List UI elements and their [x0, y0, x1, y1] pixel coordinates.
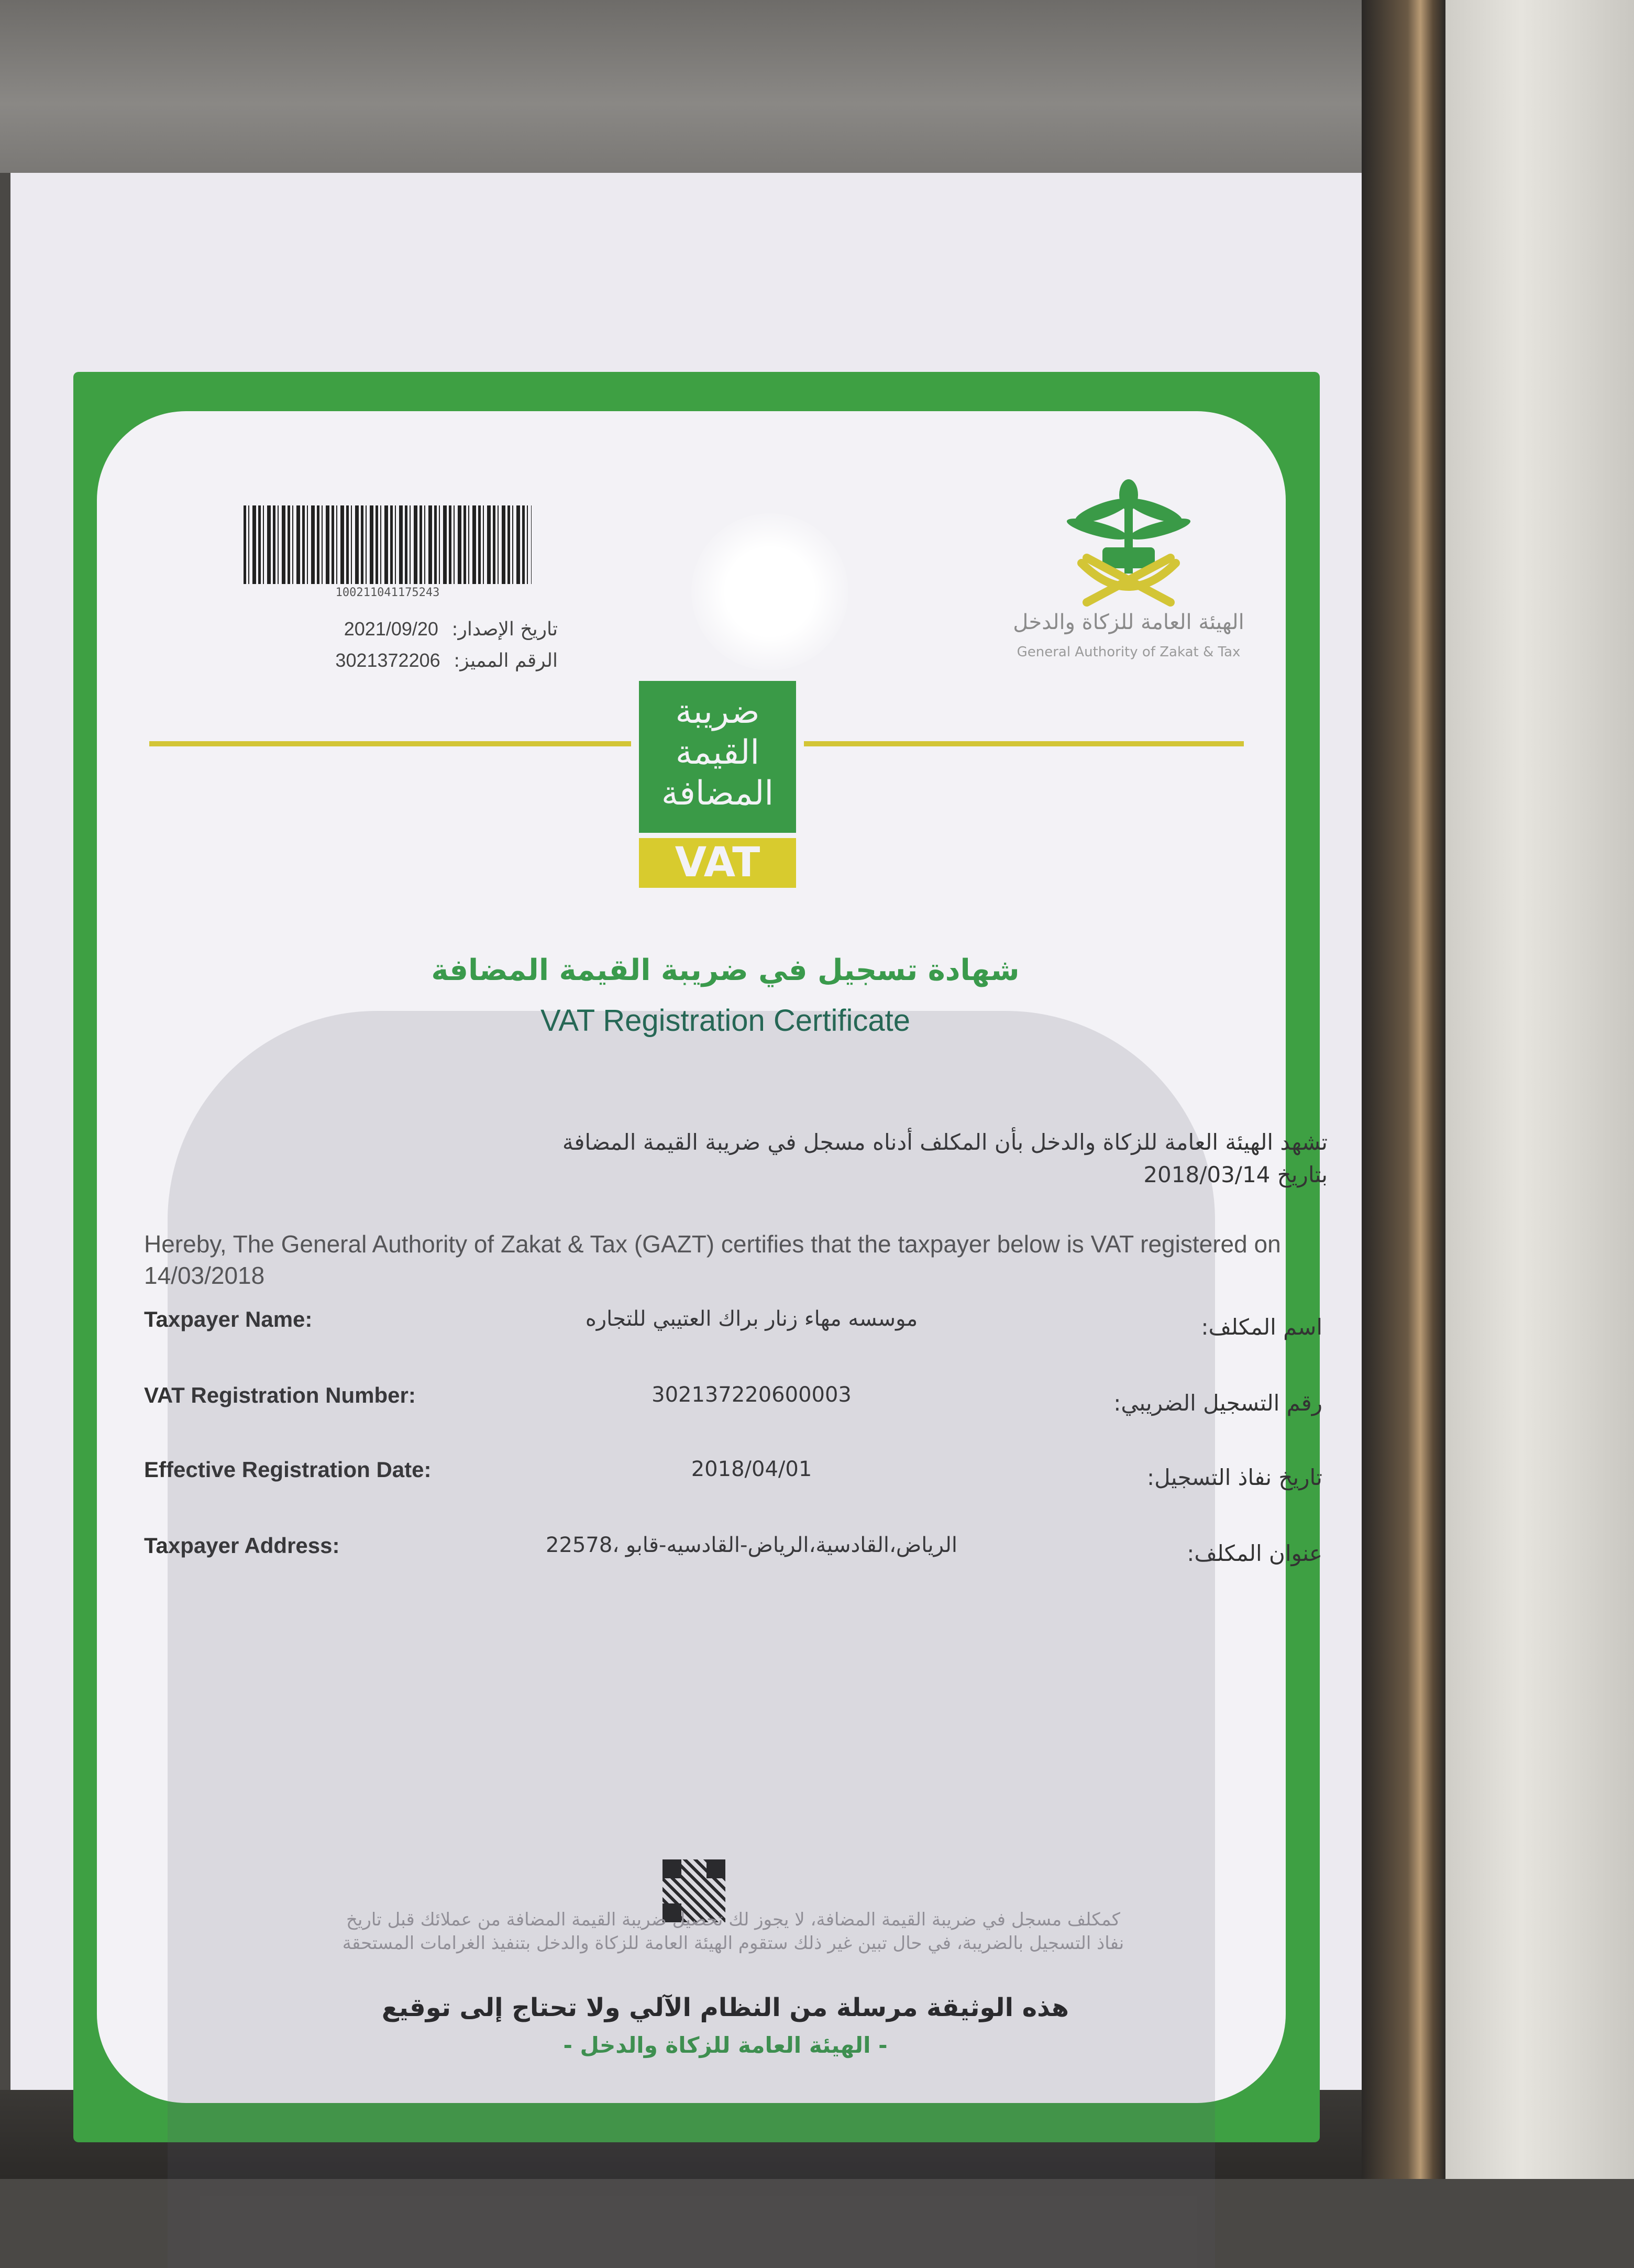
barcode	[244, 505, 532, 584]
certificate-body	[97, 411, 1328, 2103]
phone-screen	[10, 173, 1383, 2090]
unique-number-value: 3021372206	[335, 649, 440, 671]
vat-badge-arabic	[639, 681, 796, 833]
authority-name-ar: الهيئة العامة للزكاة والدخل	[1013, 610, 1244, 634]
vat-badge-line3: المضافة	[661, 774, 774, 813]
authority-name-en: General Authority of Zakat & Tax	[1017, 644, 1241, 660]
intro-text-en: Hereby, The General Authority of Zakat & Tax (GAZT) certifies that the taxpayer below is VAT registered on 14/03/2018	[144, 1230, 1281, 1289]
vat-badge-line1: ضريبة	[675, 692, 760, 731]
barcode-number: 100211041175243	[335, 586, 440, 599]
issue-date-value: 2021/09/20	[344, 618, 438, 640]
intro-text-ar	[238, 1126, 1328, 1191]
intro-ar-line2: بتاريخ 2018/03/14	[1143, 1162, 1328, 1187]
marble-surface	[1445, 0, 1634, 2179]
authority-logo	[930, 479, 1328, 668]
taxpayer-address-label-ar: عنوان المكلف:	[1187, 1540, 1322, 1566]
effective-date-label-ar: تاريخ نفاذ التسجيل:	[1146, 1465, 1322, 1490]
vat-number-label-ar: رقم التسجيل الضريبي:	[1113, 1390, 1322, 1416]
gold-divider-right	[804, 741, 1244, 746]
vat-badge-text: VAT	[639, 838, 796, 888]
taxpayer-address-value: الرياض،القادسية،الرياض-القادسيه-قابو ،22578	[546, 1533, 957, 1557]
vat-badge	[639, 681, 796, 888]
issue-date-label: تاريخ الإصدار:	[451, 619, 558, 640]
taxpayer-name-label-en: Taxpayer Name:	[144, 1307, 313, 1331]
issue-date-row	[264, 618, 558, 640]
certificate-title-ar: شهادة تسجيل في ضريبة القيمة المضافة	[431, 953, 1020, 987]
automated-document-statement: هذه الوثيقة مرسلة من النظام الآلي ولا تحتاج إلى توقيع	[381, 1993, 1069, 2022]
unique-number-row	[264, 649, 558, 671]
effective-date-value: 2018/04/01	[691, 1457, 812, 1481]
taxpayer-name-label-ar: اسم المكلف:	[1201, 1314, 1322, 1340]
effective-date-row	[144, 1457, 1322, 1494]
effective-date-label-en: Effective Registration Date:	[144, 1457, 432, 1482]
vat-number-row	[144, 1383, 1322, 1419]
taxpayer-name-row	[144, 1307, 1322, 1344]
vat-certificate	[73, 372, 1328, 2142]
unique-number-label: الرقم المميز:	[454, 650, 558, 671]
taxpayer-name-value: موسسه مهاء زنار براك العتيبي للتجاره	[585, 1307, 918, 1331]
vat-number-value: 302137220600003	[652, 1383, 852, 1407]
phone-frame-edge	[1362, 0, 1445, 2179]
gold-divider-left	[149, 741, 631, 746]
taxpayer-address-label-en: Taxpayer Address:	[144, 1533, 340, 1558]
footer-authority-name: - الهيئة العامة للزكاة والدخل -	[563, 2032, 888, 2058]
notice-line1: كمكلف مسجل في ضريبة القيمة المضافة، لا يجوز لك تحصيل ضريبة القيمة المضافة من عملائك قبل تاريخ	[346, 1909, 1120, 1930]
notice-line2: نفاذ التسجيل بالضريبة، في حال تبين غير ذلك ستقوم الهيئة العامة للزكاة والدخل بتنفيذ الغرامات المستحقة	[342, 1933, 1124, 1954]
certificate-title-en: VAT Registration Certificate	[540, 1004, 910, 1038]
taxpayer-address-row	[144, 1533, 1322, 1570]
intro-ar-line1: تشهد الهيئة العامة للزكاة والدخل بأن المكلف أدناه مسجل في ضريبة القيمة المضافة	[562, 1129, 1328, 1155]
vat-badge-line2: القيمة	[675, 733, 760, 772]
palm-swords-icon	[930, 479, 1328, 610]
vat-number-label-en: VAT Registration Number:	[144, 1383, 416, 1407]
